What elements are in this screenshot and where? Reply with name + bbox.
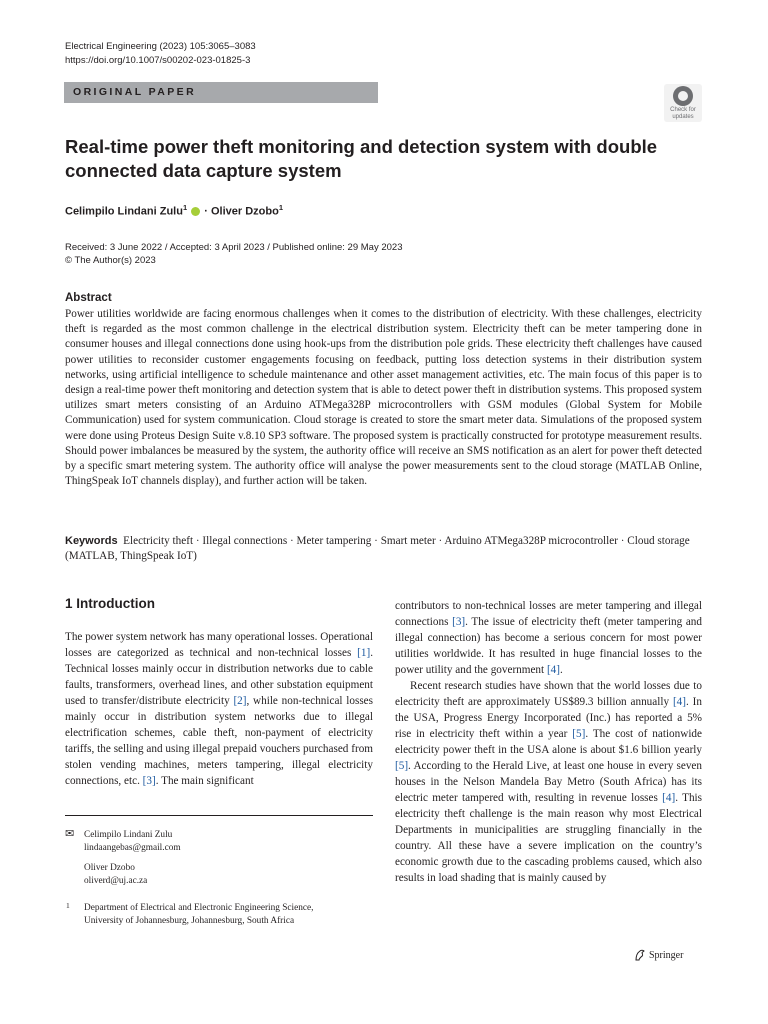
check-updates-label: Check for updates: [670, 107, 696, 120]
check-for-updates-badge[interactable]: [664, 84, 702, 122]
keywords-label: Keywords: [65, 535, 118, 547]
affiliation-marker: 1: [278, 203, 283, 212]
citation-link[interactable]: [4]: [672, 696, 686, 708]
citation-link[interactable]: [3]: [142, 775, 156, 787]
author-separator: ·: [201, 205, 211, 218]
citation-link[interactable]: [1]: [357, 647, 371, 659]
publisher-name: Springer: [649, 950, 684, 961]
author-name[interactable]: Celimpilo Lindani Zulu: [65, 205, 183, 218]
contact-email[interactable]: lindaangebas@gmail.com: [84, 842, 181, 853]
body-column-left: [65, 629, 373, 789]
doi-link[interactable]: https://doi.org/10.1007/s00202-023-01825-3: [65, 55, 251, 66]
section-heading: 1 Introduction: [65, 596, 155, 611]
publication-history: [65, 242, 402, 267]
paper-title: Real-time power theft monitoring and detection system with double connected data capture system: [65, 136, 658, 181]
article-type-banner: [64, 82, 378, 103]
citation-link[interactable]: [3]: [452, 616, 466, 628]
copyright-line: © The Author(s) 2023: [65, 254, 156, 266]
journal-citation: Electrical Engineering (2023) 105:3065–3083: [65, 41, 256, 52]
affiliation-number: 1: [66, 901, 70, 910]
citation-link[interactable]: [2]: [233, 695, 247, 707]
corresponding-author: [84, 829, 181, 887]
orcid-icon[interactable]: [191, 207, 200, 216]
body-column-right: [395, 598, 702, 886]
paragraph: Recent research studies have shown that the world losses due to electricity theft are approximately US$89.3 billion annually [4]. In the USA, Progress Energy Incorporated (Inc.) has reported a 5% rise in electricity theft within a year [5]. The cost of nationwide electricity power theft in the USA alone is about $1.6 billion yearly [5]. According to the Herald Live, at least one house in every seven houses in the Nelson Mandela Bay Metro (South Africa) has its electric meter tampered with, resulting in revenue losses [4]. This electricity theft challenge is the main reason why most Electrical Departments in municipalities are struggling financially in the country. All these have a severe implication on the country’s economic growth due to the cascading problems caused, which also results in load shading that is mainly caused by: [395, 680, 703, 884]
envelope-icon: ✉: [65, 828, 75, 840]
article-type-label: ORIGINAL PAPER: [73, 86, 197, 98]
springer-horse-icon: [634, 949, 645, 961]
keywords: [65, 534, 702, 564]
keywords-text: Electricity theft · Illegal connections · Meter tampering · Smart meter · Arduino ATMega328P microcontroller · Cloud storage (MATLAB, ThingSpeak IoT): [65, 535, 690, 563]
contact-name: Oliver Dzobo: [84, 863, 135, 873]
footnote-divider: [65, 815, 373, 816]
citation-link[interactable]: [4]: [546, 664, 560, 676]
affiliation: Department of Electrical and Electronic Engineering Science, University of Johannesburg, Johannesburg, South Africa: [84, 903, 314, 926]
paragraph: The power system network has many operational losses. Operational losses are categorized as technical and non-technical losses [1]. Technical losses mainly occur in distribution networks due to cable faults, transformers, overhead lines, and other substation equipment used to transfer/distribute electricity [2], while non-technical losses mainly occur in distribution system networks due to illegal electrification schemes, cable theft, non-payment of electricity tariffs, the selling and using illegal prepaid vouchers purchased from stolen vending machines, meters tampering, illegal electricity connections, etc. [3]. The main significant: [65, 631, 373, 787]
paragraph: contributors to non-technical losses are meter tampering and illegal connections [3]. The issue of electricity theft (meter tampering and illegal connection) has become a serious concern for most power utilities worldwide. It has resulted in huge financial losses to the power utility and the government [4].: [395, 600, 702, 676]
contact-name: Celimpilo Lindani Zulu: [84, 830, 173, 840]
citation-link[interactable]: [5]: [395, 760, 409, 772]
citation-link[interactable]: [4]: [662, 792, 676, 804]
affiliation-marker: 1: [182, 203, 188, 212]
author-line: [65, 203, 283, 218]
abstract-text: Power utilities worldwide are facing enormous challenges when it comes to the distribution of electricity. With these challenges, electricity theft is regarded as the most common challenge in the electrical distribution system. Electricity theft can be meter tampering done in consumer houses and illegal connections done using hook-ups from the distribution pole grids. These electricity theft challenges have caused power utilities to reconsider customer engagements focusing on feedback, putting loss detection systems in their distribution system networks, using artificial intelligence to schedule maintenance and other asset management activities, etc. The main focus of this paper is to design a real-time power theft monitoring and detection system that is able to detect power theft in distribution systems. This proposed system utilizes smart meters consisting of an Arduino ATMega328P microcontrollers with GSM modules (Global System for Mobile Communication) used for system communication. Cloud storage is created to store the smart meter data. Simulations of the proposed system were done using Proteus Design Suite v.8.10 SP3 software. The proposed system is practically constructed for prototype measurement results. Should power imbalances be measured by the system, the authority office will receive an SMS notification as an alert for power theft detected by a specific smart metering system. The authority office will analyse the power measurements sent to the cloud storage (MATLAB Online, ThingSpeak IoT channels display), and further action will be taken.: [65, 308, 702, 488]
history-dates: Received: 3 June 2022 / Accepted: 3 April 2023 / Published online: 29 May 2023: [65, 242, 403, 253]
author-name[interactable]: Oliver Dzobo: [210, 205, 279, 218]
citation-link[interactable]: [5]: [572, 728, 586, 740]
abstract-heading: Abstract: [65, 292, 112, 304]
contact-email[interactable]: oliverd@uj.ac.za: [84, 875, 148, 886]
check-updates-icon: [673, 86, 693, 106]
